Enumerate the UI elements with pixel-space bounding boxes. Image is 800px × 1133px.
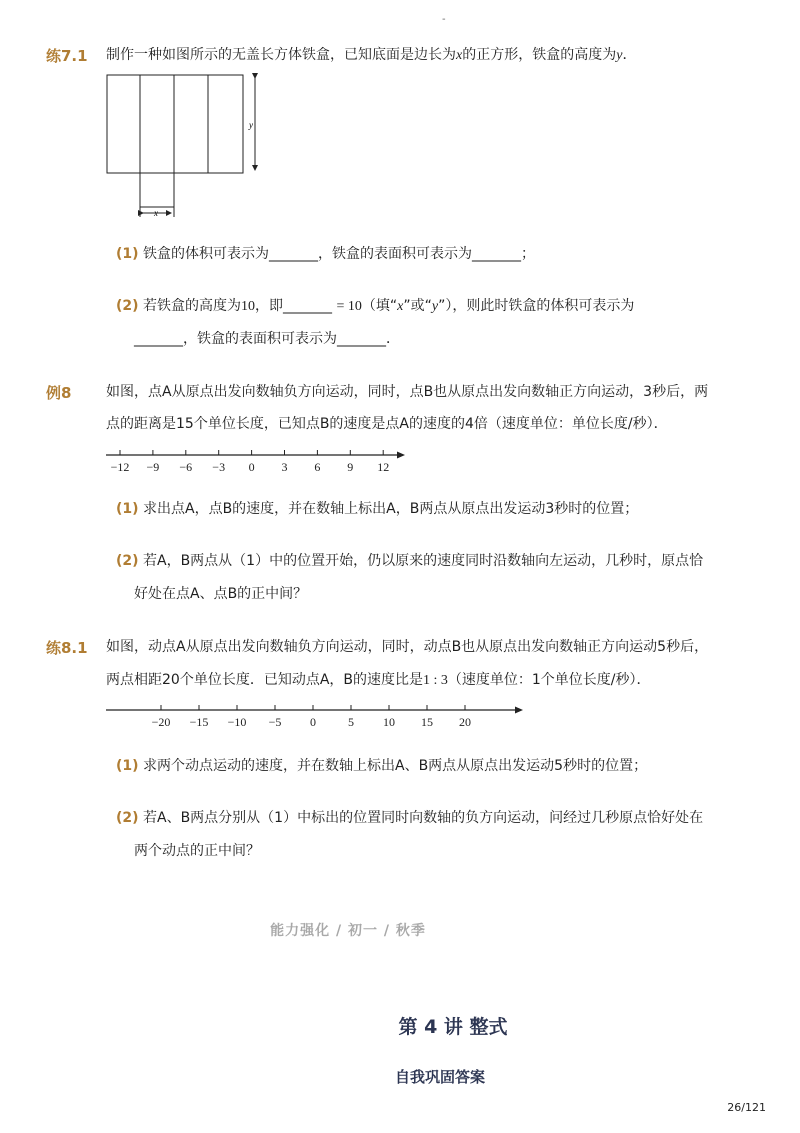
statement-text: 制作一种如图所示的无盖长方体铁盒，已知底面是边长为 <box>106 47 456 63</box>
exercise-7-1-q2-line2: _______，铁盒的表面积可表示为_______． <box>134 331 400 347</box>
axis-tick-label: −3 <box>212 460 226 474</box>
exercise-7-1-q1 <box>116 244 535 264</box>
question-number: (1) <box>116 758 139 774</box>
exercise-7-1-q2 <box>116 296 634 317</box>
question-text: 铁盒的体积可表示为_______，铁盒的表面积可表示为_______； <box>143 246 535 262</box>
net-outer-rect <box>107 75 243 173</box>
example-8-q1 <box>116 499 638 519</box>
question-text: 若铁盒的高度为 <box>143 298 241 314</box>
option-y: y <box>431 299 439 314</box>
axis-tick-label: 12 <box>377 460 390 474</box>
question-text: ，即_______ <box>255 298 332 314</box>
exercise-8-1-line1: 如图，动点A从原点出发向数轴负方向运动，同时，动点B也从原点出发向数轴正方向运动5秒后， <box>106 639 709 655</box>
number-line-2 <box>100 700 530 732</box>
statement-text: 两点相距20个单位长度．已知动点A，B的速度比是 <box>106 672 423 688</box>
question-text: （填“ <box>361 298 398 314</box>
axis-tick-label: 0 <box>310 715 316 729</box>
axis-tick-label: −15 <box>189 715 209 729</box>
example-8-q2 <box>116 551 703 571</box>
axis-tick-label: 9 <box>347 460 354 474</box>
chapter-subtitle: 自我巩固答案 <box>394 1068 485 1086</box>
statement-text: （速度单位：1个单位长度/秒）． <box>447 672 651 688</box>
axis-arrowhead <box>515 707 523 714</box>
axis-tick-label: −12 <box>110 460 130 474</box>
axis-tick-label: 3 <box>281 460 288 474</box>
question-text: 若A、B两点分别从（1）中标出的位置同时向数轴的负方向运动，问经过几秒原点恰好处在 <box>143 810 704 826</box>
exercise-8-1-line2 <box>106 670 651 691</box>
equals-10: = 10 <box>336 299 362 314</box>
option-x: x <box>397 299 404 314</box>
question-text: ”或“ <box>403 298 432 314</box>
exercise-8-1-q2-line2: 两个动点的正中间？ <box>134 843 260 859</box>
example-8-line1: 如图，点A从原点出发向数轴负方向运动，同时，点B也从原点出发向数轴正方向运动，3秒后，两 <box>106 384 709 400</box>
number-line-1 <box>100 442 410 476</box>
top-mark: - <box>442 14 446 25</box>
exercise-7-1-label: 练7.1 <box>46 47 88 65</box>
question-text: 若A，B两点从（1）中的位置开始，仍以原来的速度同时沿数轴向左运动，几秒时，原点恰 <box>143 553 704 569</box>
question-number: (2) <box>116 553 139 569</box>
axis-tick-label: −10 <box>227 715 247 729</box>
axis-tick-label: −20 <box>151 715 171 729</box>
question-number: (1) <box>116 501 139 517</box>
exercise-8-1-q1 <box>116 756 647 776</box>
question-text: 求两个动点运动的速度，并在数轴上标出A、B两点从原点出发运动5秒时的位置； <box>143 758 648 774</box>
question-text: 求出点A，点B的速度，并在数轴上标出A，B两点从原点出发运动3秒时的位置； <box>143 501 639 517</box>
exercise-7-1-statement <box>106 45 636 66</box>
axis-tick-label: 0 <box>248 460 255 474</box>
var-y: y <box>616 48 623 63</box>
exercise-8-1-q2 <box>116 808 703 828</box>
axis-tick-label: 20 <box>459 715 471 729</box>
axis-tick-label: 10 <box>383 715 395 729</box>
speed-ratio: 1 : 3 <box>423 673 448 688</box>
figure-label-y: y <box>249 120 253 130</box>
var-x: x <box>456 48 463 63</box>
question-text: ”），则此时铁盒的体积可表示为 <box>438 298 635 314</box>
question-number: (2) <box>116 810 139 826</box>
page-number: 26/121 <box>727 1101 766 1114</box>
question-number: (2) <box>116 298 139 314</box>
exercise-8-1-label: 练8.1 <box>46 639 88 657</box>
axis-tick-label: 5 <box>348 715 354 729</box>
example-8-q2-line2: 好处在点A、点B的正中间？ <box>134 586 308 602</box>
example-8-line2: 点的距离是15个单位长度，已知点B的速度是点A的速度的4倍（速度单位：单位长度/秒）． <box>106 416 668 432</box>
statement-text: 的正方形，铁盒的高度为 <box>462 47 617 63</box>
axis-tick-label: 15 <box>421 715 433 729</box>
value-10: 10 <box>241 299 255 314</box>
axis-tick-label: −6 <box>179 460 193 474</box>
chapter-title: 第 4 讲 整式 <box>398 1016 508 1038</box>
axis-tick-label: −9 <box>146 460 160 474</box>
axis-tick-label: 6 <box>314 460 321 474</box>
axis-tick-label: −5 <box>268 715 282 729</box>
question-number: (1) <box>116 246 139 262</box>
axis-arrowhead <box>397 452 405 459</box>
box-net-figure <box>100 70 270 220</box>
statement-text: ． <box>622 47 637 63</box>
figure-label-x: x <box>154 208 158 218</box>
footer-course-note: 能力强化 / 初一 / 秋季 <box>270 923 426 939</box>
net-base-square <box>140 173 174 207</box>
example-8-label: 例8 <box>46 384 72 402</box>
